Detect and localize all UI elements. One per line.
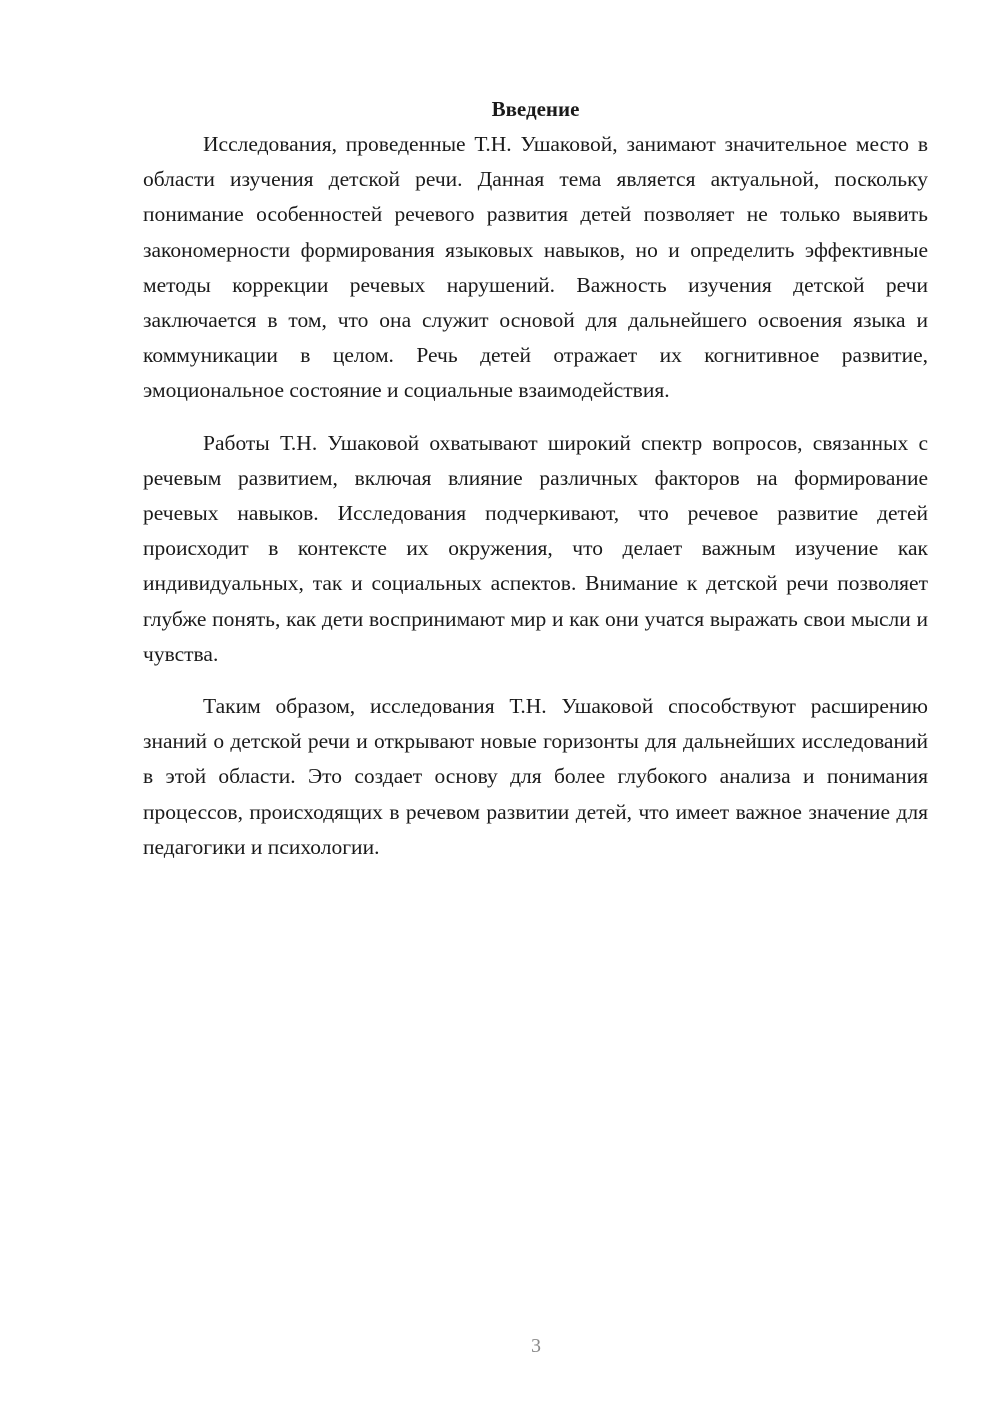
section-heading: Введение [491,97,580,121]
paragraph-3: Таким образом, исследования Т.Н. Ушаковой способствуют расширению знаний о детской речи и открывают новые горизонты для дальнейших исследований в этой области. Это создает основу для более глубокого анализа и понимания процессов, происходящих в речевом развитии детей, что имеет важное значение для педагогики и психологии. [143,694,928,859]
page-number: 3 [531,1335,541,1357]
paragraph-2: Работы Т.Н. Ушаковой охватывают широкий спектр вопросов, связанных с речевым развитием, включая влияние различных факторов на формирование речевых навыков. Исследования подчеркивают, что речевое развитие детей происходит в контексте их окружения, что делает важным изучение как индивидуальных, так и социальных аспектов. Внимание к детской речи позволяет глубже понять, как дети воспринимают мир и как они учатся выражать свои мысли и чувства. [143,430,928,666]
paragraph-1: Исследования, проведенные Т.Н. Ушаковой, занимают значительное место в области изучения детской речи. Данная тема является актуальной, поскольку понимание особенностей речевого развития детей позволяет не только выявить закономерности формирования языковых навыков, но и определить эффективные методы коррекции речевых нарушений. Важность изучения детской речи заключается в том, что она служит основой для дальнейшего освоения языка и коммуникации в целом. Речь детей отражает их когнитивное развитие, эмоциональное состояние и социальные взаимодействия. [143,132,928,403]
page-content [143,92,928,865]
